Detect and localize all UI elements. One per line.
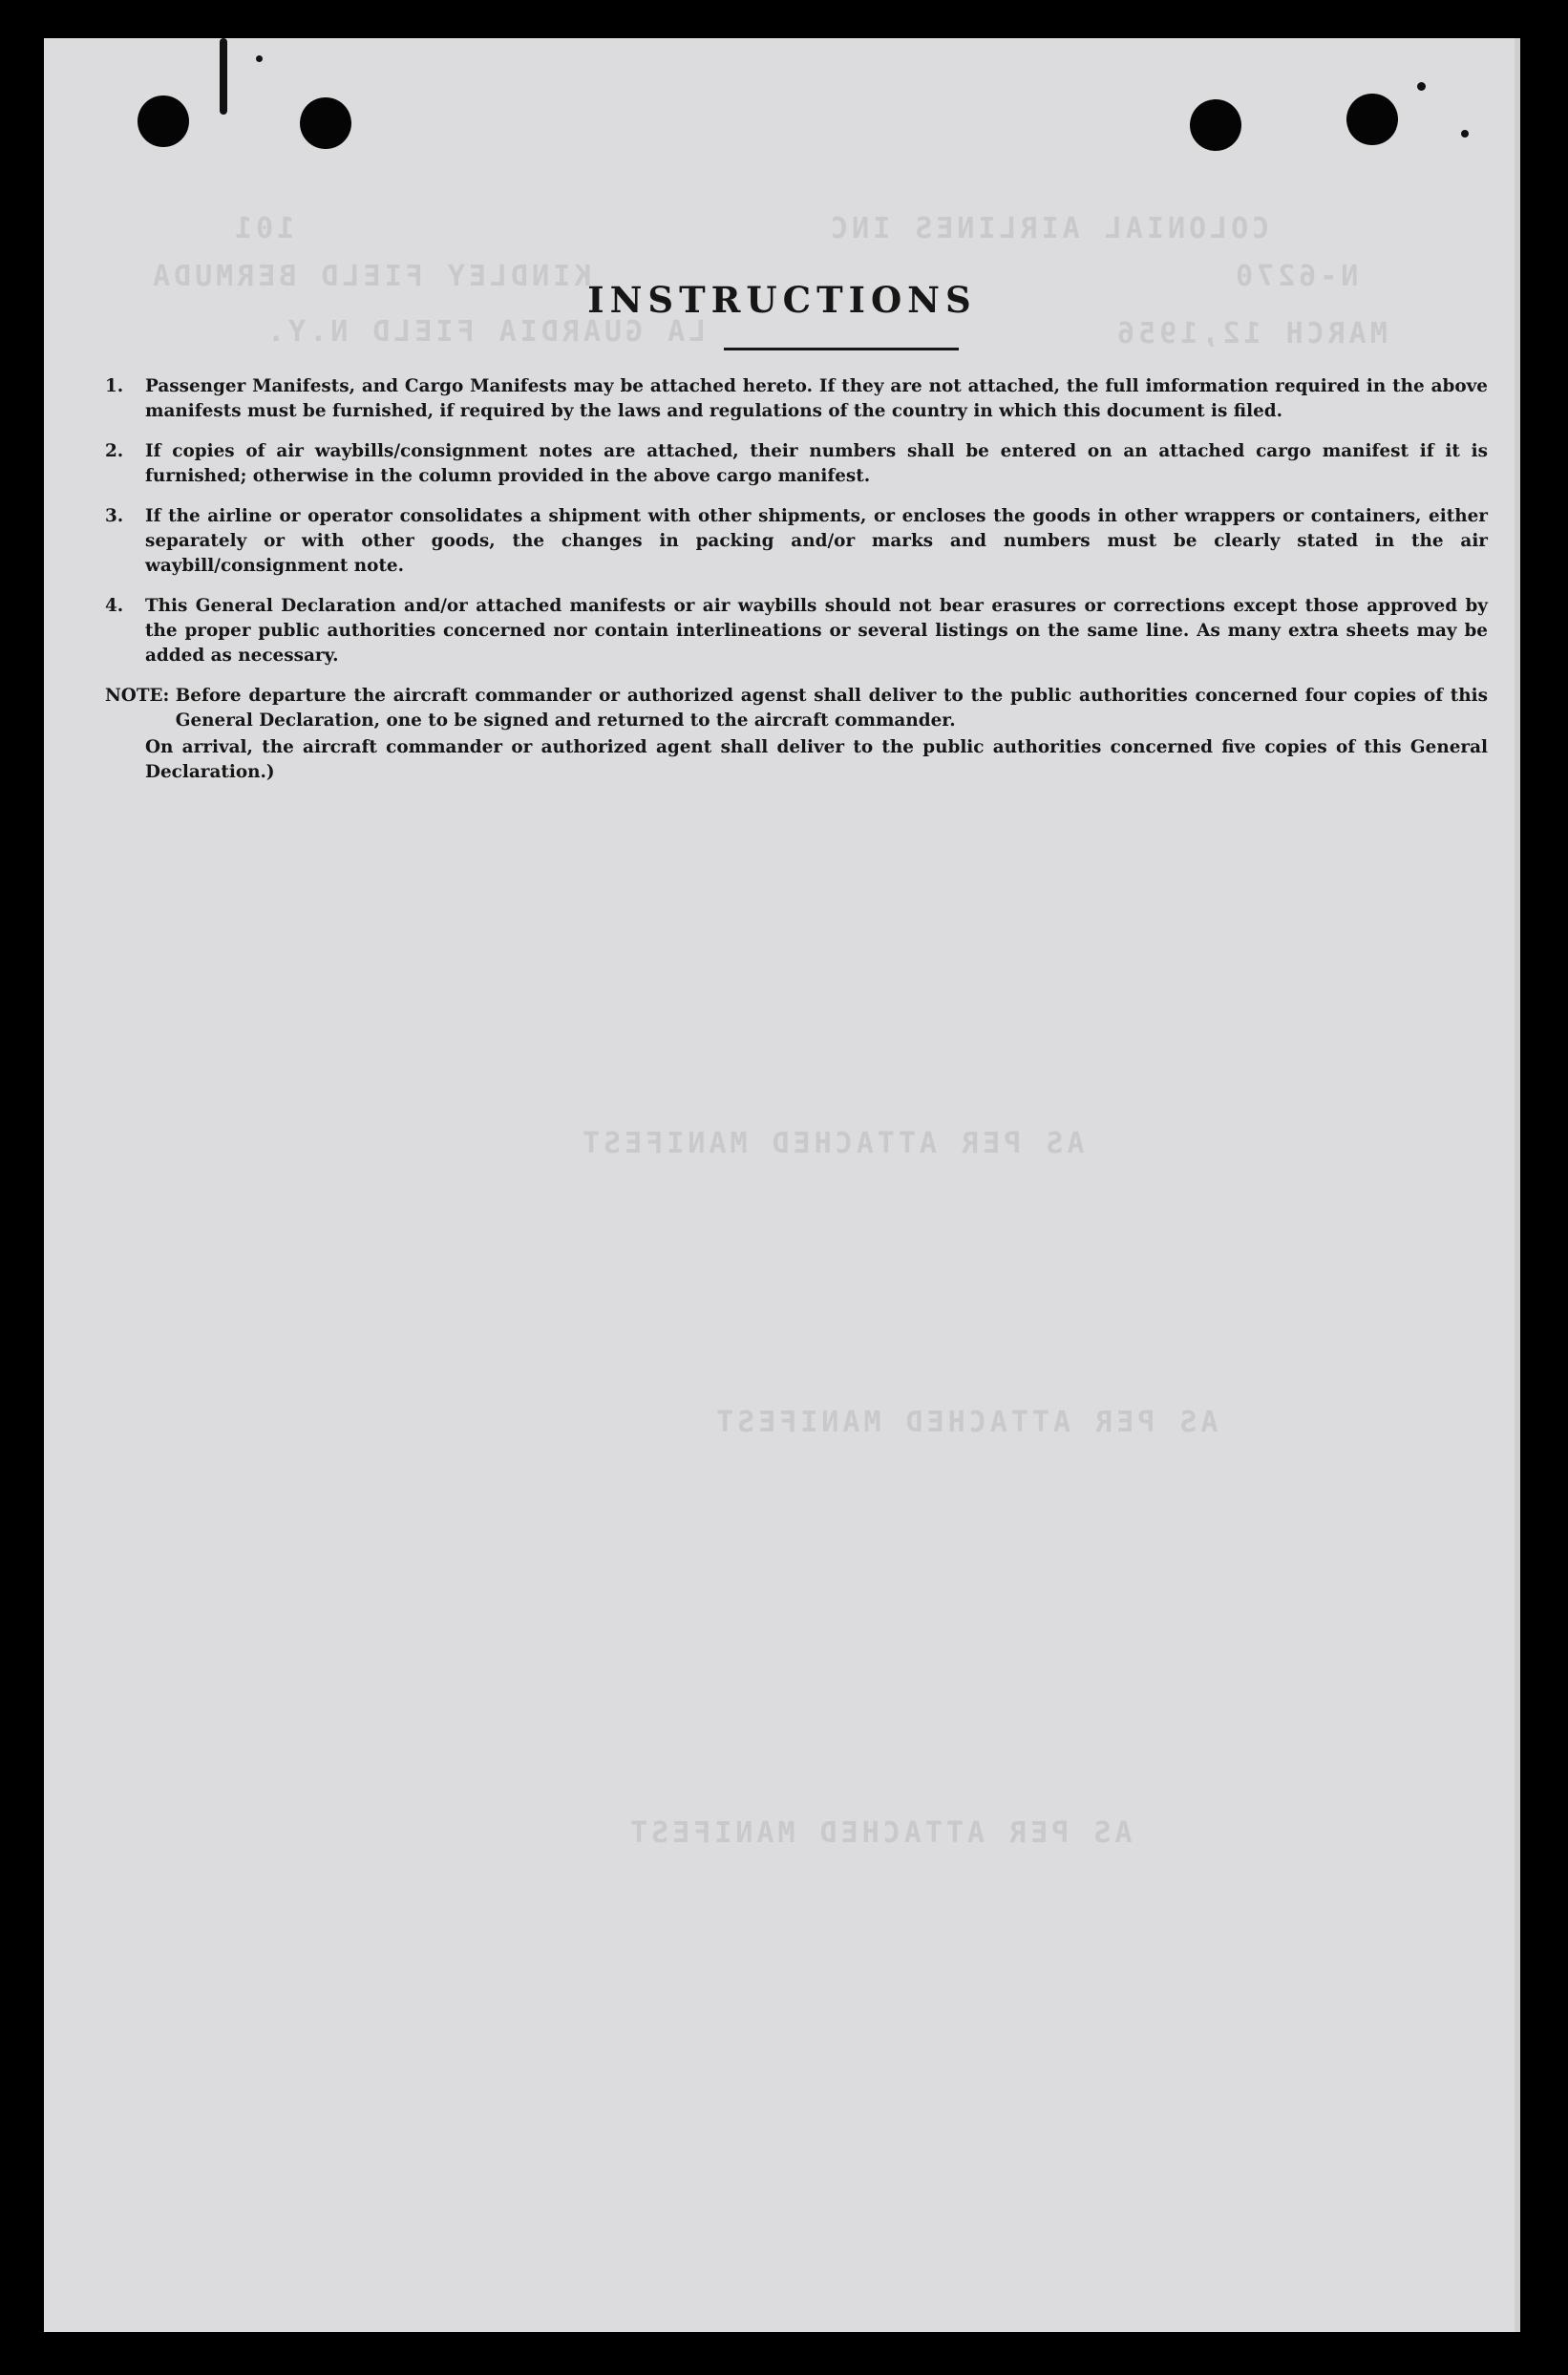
instruction-item <box>105 504 1488 579</box>
punch-hole-left-2 <box>300 97 351 149</box>
note-departure-text: Before departure the aircraft commander or authorized agenst shall deliver to the public authorities concerned four copies of this General Declaration, one to be signed and returned to the aircraft commander. <box>175 686 1488 731</box>
mark-speck <box>256 55 263 62</box>
item-number: 4. <box>105 596 124 616</box>
title-underline <box>724 348 959 350</box>
punch-hole-right-1 <box>1190 99 1241 151</box>
instructions-list <box>105 374 1488 785</box>
mark-speck <box>220 38 227 115</box>
item-text: This General Declaration and/or attached manifests or air waybills should not bear erasures or corrections except those approved by the proper public authorities concerned nor contain interlineations or several listings on the same line. As many extra sheets may be added as necessary. <box>145 596 1488 666</box>
bleed-through-text: AS PER ATTACHED MANIFEST <box>626 1816 1133 1850</box>
bleed-through-text: 101 <box>231 212 295 245</box>
note-arrival-text: On arrival, the aircraft commander or authorized agent shall deliver to the public authorities concerned five copies of this General Declaration.) <box>145 737 1488 782</box>
bleed-through-text: COLONIAL AIRLINES INC <box>827 212 1270 245</box>
bleed-through-text: AS PER ATTACHED MANIFEST <box>712 1406 1218 1439</box>
note-departure <box>105 684 1488 733</box>
bleed-through-text: AS PER ATTACHED MANIFEST <box>579 1127 1085 1160</box>
punch-hole-left-1 <box>138 95 189 147</box>
item-text: If the airline or operator consolidates a shipment with other shipments, or encloses the goods in other wrappers or containers, either separately or with other goods, the changes in packing and/or marks and numbers must be clearly stated in the air waybill/consignment note. <box>145 506 1488 576</box>
item-text: Passenger Manifests, and Cargo Manifests may be attached hereto. If they are not attached, the full imformation required in the above manifests must be furnished, if required by the laws and regulations of the country in which this document is filed. <box>145 376 1488 421</box>
item-number: 3. <box>105 506 124 526</box>
instruction-item <box>105 374 1488 424</box>
bleed-through-text: LA GUARDIA FIELD N.Y. <box>264 315 707 349</box>
document-page <box>44 38 1520 2332</box>
page-title: INSTRUCTIONS <box>587 279 977 321</box>
bleed-through-text: MARCH 12,1956 <box>1113 317 1388 350</box>
instruction-item <box>105 594 1488 668</box>
note-block <box>105 684 1488 785</box>
item-number: 1. <box>105 376 124 396</box>
bleed-through-text: N-6270 <box>1232 260 1359 293</box>
bleed-through-text: KINDLEY FIELD BERMUDA <box>149 260 592 293</box>
page-edge <box>1515 38 1520 2332</box>
mark-speck <box>1417 82 1426 91</box>
instruction-item <box>105 439 1488 489</box>
punch-hole-right-2 <box>1346 94 1398 145</box>
item-text: If copies of air waybills/consignment notes are attached, their numbers shall be entered on an attached cargo manifest if it is furnished; otherwise in the column provided in the above cargo manifest. <box>145 441 1488 486</box>
mark-speck <box>1461 130 1469 138</box>
item-number: 2. <box>105 441 124 461</box>
note-label: NOTE: <box>105 686 176 706</box>
